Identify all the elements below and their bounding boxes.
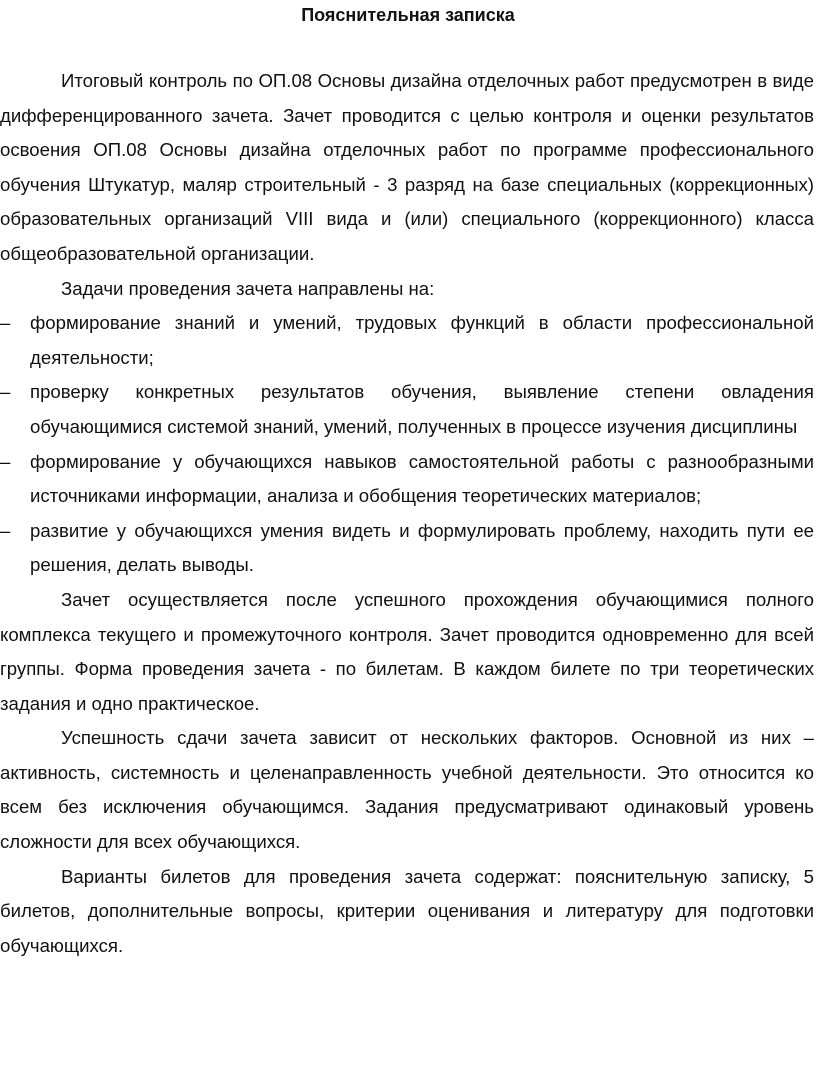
- tasks-intro-paragraph: Задачи проведения зачета направлены на:: [61, 277, 435, 299]
- document-body: [0, 64, 814, 963]
- list-item-text: проверку конкретных результатов обучения, выявление степени овладения обучающимися системой знаний, умений, полученных в процессе изучения дисциплины: [30, 381, 814, 437]
- success-factors-paragraph: Успешность сдачи зачета зависит от нескольких факторов. Основной из них – активность, системность и целенаправленность учебной деятельности. Это относится ко всем без исключения обучающимся. Задания предусматривают одинаковый уровень сложности для всех обучающихся.: [0, 727, 814, 853]
- list-item-text: формирование у обучающихся навыков самостоятельной работы с разнообразными источниками информации, анализа и обобщения теоретических материалов;: [30, 450, 814, 507]
- dash-bullet-icon: –: [0, 450, 11, 472]
- dash-bullet-icon: –: [0, 312, 11, 334]
- dash-bullet-icon: –: [0, 381, 11, 403]
- document-title: Пояснительная записка: [301, 5, 515, 25]
- procedure-paragraph: Зачет осуществляется после успешного прохождения обучающимися полного комплекса текущего и промежуточного контроля. Зачет проводится одновременно для всей группы. Форма проведения зачета - по билетам. В каждом билете по три теоретических задания и одно практическое.: [0, 588, 814, 714]
- list-item: [0, 375, 814, 444]
- dash-bullet-icon: –: [0, 519, 11, 541]
- list-item-text: формирование знаний и умений, трудовых функций в области профессиональной деятельности;: [30, 312, 814, 368]
- ticket-variants-paragraph: Варианты билетов для проведения зачета содержат: пояснительную записку, 5 билетов, дополнительные вопросы, критерии оценивания и литературу для подготовки обучающихся.: [0, 865, 814, 956]
- list-item-text: развитие у обучающихся умения видеть и формулировать проблему, находить пути ее решения, делать выводы.: [30, 519, 814, 576]
- tasks-list: [0, 306, 814, 583]
- list-item: [0, 514, 814, 583]
- intro-paragraph: Итоговый контроль по ОП.08 Основы дизайна отделочных работ предусмотрен в виде дифференцированного зачета. Зачет проводится с целью контроля и оценки результатов освоения ОП.08 Основы дизайна отделочных работ по программе профессионального обучения Штукатур, маляр строительный - 3 разряд на базе специальных (коррекционных) образовательных организаций VIII вида и (или) специального (коррекционного) класса общеобразовательной организации.: [0, 70, 814, 264]
- list-item: [0, 445, 814, 514]
- list-item: [0, 306, 814, 375]
